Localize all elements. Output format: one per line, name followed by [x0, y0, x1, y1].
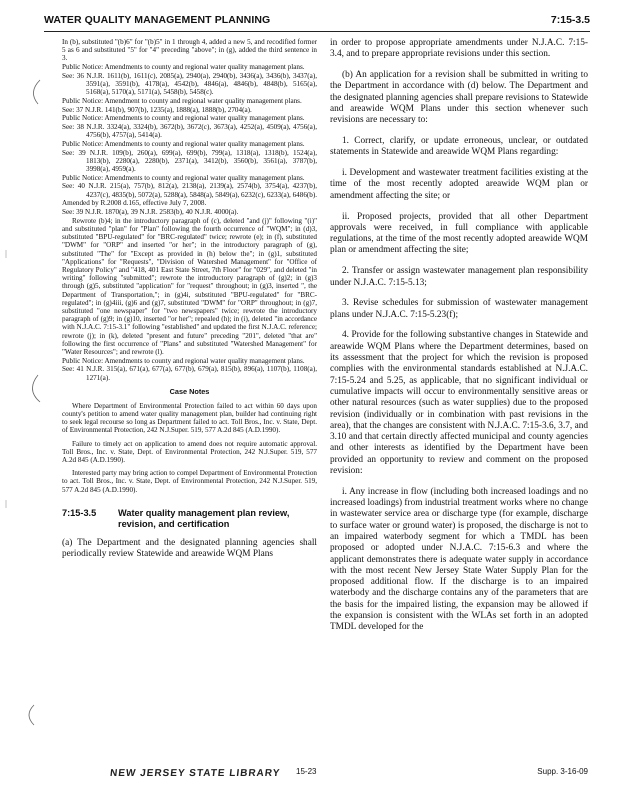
running-section-number: 7:15-3.5	[550, 14, 590, 26]
body-paragraph: (b) An application for a revision shall be submitted in writing to the Department in accordance with (d) below. The Department and the designated planning agencies shall prepare revisions to Statewide and areawide WQM Plans under this section whenever such revisions are necessary to:	[330, 70, 588, 126]
history-note: Public Notice: Amendments to county and regional water quality management plans.	[62, 139, 305, 148]
history-note: Public Notice: Amendment to county and regional water quality management plans.	[62, 96, 302, 105]
case-note: Failure to timely act on application to amend does not require automatic approval. Toll Bros., Inc. v. State, Dept. of Environmental Protection, 242 N.J.Super. 519, 577 A.2d 845 (A.D.1990).	[62, 439, 317, 465]
history-notes	[62, 38, 317, 494]
paragraph-a: (a) The Department and the designated planning agencies shall periodically review Statewide and areawide WQM Plans	[62, 537, 317, 560]
section-heading	[62, 508, 317, 530]
history-note: Public Notice: Amendments to county and regional water quality management plans.	[62, 63, 305, 72]
body-paragraph: 1. Correct, clarify, or update erroneous, unclear, or outdated statements in Statewide and areawide WQM Plans regarding:	[330, 136, 588, 158]
case-note: Interested party may bring action to compel Department of Environmental Protection to act. Toll Bros., Inc. v. State, Dept. of Environmental Protection, 242 N.J.Super. 519, 577 A.2d 845 (A.D.1990).	[62, 469, 317, 494]
history-note: See: 39 N.J.R. 1870(a), 39 N.J.R. 2583(b), 40 N.J.R. 4000(a).	[62, 208, 239, 217]
history-note: See: 37 N.J.R. 141(b), 907(b), 1235(a), 1888(a), 1888(b), 2704(a).	[62, 105, 252, 114]
body-paragraph: 2. Transfer or assign wastewater management plan responsibility under N.J.A.C. 7:15-5.13;	[330, 266, 588, 288]
history-note: Public Notice: Amendments to county and regional water quality management plans.	[62, 173, 305, 182]
history-note: See: 39 N.J.R. 109(b), 260(a), 699(a), 699(b), 799(a), 1318(a), 1318(b), 1524(a), 1813(b), 2280(a), 2280(b), 2371(a), 3412(b), 3560(b), 3561(a), 3787(b), 3998(a), 4959(a).	[62, 148, 317, 174]
header-rule	[44, 31, 590, 32]
body-paragraph: 3. Revise schedules for submission of wastewater management plans under N.J.A.C. 7:15-5.23(f);	[330, 298, 588, 320]
history-note: See: 41 N.J.R. 315(a), 671(a), 677(a), 677(b), 679(a), 815(b), 896(a), 1107(b), 1108(a), 1271(a).	[62, 365, 317, 382]
history-note: See: 40 N.J.R. 215(a), 757(b), 812(a), 2138(a), 2139(a), 2574(b), 3754(a), 4237(b), 4237(c), 4835(b), 5072(a), 5288(a), 5848(a), 5849(a), 6232(c), 6233(a), 6486(b).	[62, 182, 317, 199]
body-paragraph: i. Development and wastewater treatment facilities existing at the time of the most recently adopted areawide WQM plan or amendment affecting the site; or	[330, 168, 588, 201]
history-note: Public Notice: Amendments to county and regional water quality management plans.	[62, 356, 305, 365]
running-title: WATER QUALITY MANAGEMENT PLANNING	[44, 14, 271, 26]
left-column	[62, 38, 317, 756]
margin-pencil-marks	[0, 0, 60, 800]
right-column	[330, 38, 588, 756]
history-note: Public Notice: Amendments to county and regional water quality management plans.	[62, 114, 305, 123]
case-notes-heading: Case Notes	[169, 386, 210, 396]
running-header	[44, 14, 590, 30]
section-title: Water quality management plan review, revision, and certification	[118, 507, 290, 529]
page-number: 15-23	[296, 767, 317, 776]
body-paragraph: in order to propose appropriate amendments under N.J.A.C. 7:15-3.4, and to prepare appropriate revisions under this section.	[330, 38, 588, 60]
body-paragraph: 4. Provide for the following substantive changes in Statewide and areawide WQM Plans where the Department determines, based on its assessment that the project for which the revision is proposed complies with the environmental standards established at N.J.A.C. 7:15-5.24 and 5.25, as applicable, that no significant individual or cumulative impacts will occur to environmentally sensitive areas or other natural resources (such as water supplies) due to the proposed revision (individually or in combination with past revisions in the area), that the changes are consistent with N.J.A.C. 7:15-3.6, 3.7, and 3.10 and that certain directly affected municipal and county agencies and other interests as identified by the Department have been provided an opportunity to review and comment on the proposed revision:	[330, 330, 588, 476]
body-paragraph: i. Any increase in flow (including both increased loadings and no increased loadings) from industrial treatment works where no change in wastewater service area or discharge type (for example, discharge to surface water or ground water) is proposed, the discharge is not to an impaired waterbody segment for which a TMDL has been proposed or adopted under N.J.A.C. 7:15-6.3 and where the applicant demonstrates there is adequate water supply in accordance with the most recent New Jersey State Water Supply Plan for the proposed additional flow. If the discharge is to an impaired waterbody and the discharge contains any of the parameters that are the basis for the impaired listing, the expansion may be allowed if the expansion is consistent with the WLAs set forth in an adopted TMDL developed for the	[330, 486, 588, 633]
library-stamp: NEW JERSEY STATE LIBRARY	[109, 768, 281, 779]
history-note: Amended by R.2008 d.165, effective July 7, 2008.	[62, 199, 207, 208]
history-note: Rewrote (b)4; in the introductory paragraph of (c), deleted "and (j)" following "(i)" and substituted "plan" for "Plan" following the fourth occurrence of "WQM"; in (d)3, substituted "BPU-regulated" for "BRC-regulated" twice; rewrote (e); in (f), substituted "DWM" for "ORP" and inserted "or her"; in the introductory paragraph of (g), substituted "The" for "Except as provided in (h) below the"; in (g)1, substituted "Applications" for "Requests", "Division of Watershed Management" for "Office of Regulatory Policy" and "418, 401 East State Street, 7th Floor" for "029", and deleted "in writing" following "submitted"; rewrote the introductory paragraph of (g)2; in (g)3 through (g)5, substituted "application" for "request" throughout; in (g)3, inserted ", the Department of Transportation,"; in (g)4i, substituted "BPU-regulated" for "BRC-regulated"; in (g)4iii, (g)6 and (g)7, substituted "DWM" for "ORP" throughout; in (g)7, substituted "one newspaper" for "two newspapers" twice; rewrote the introductory paragraph of (g)9; in (g)10, inserted "or her"; repealed (h); in (i), deleted "in accordance with N.J.A.C. 7:15-3.1" following "established" and updated the first N.J.A.C. reference; rewrote (j); in (k), deleted "present and future" preceding "201", deleted "that are" following the first occurrence of "Plans" and substituted "Watershed Management" for "Water Resources"; and rewrote (l).	[62, 216, 317, 357]
section-number: 7:15-3.5	[62, 507, 97, 518]
history-note: See: 38 N.J.R. 3324(a), 3324(b), 3672(b), 3672(c), 3673(a), 4252(a), 4509(a), 4756(a), 4756(b), 4757(a), 5414(a).	[62, 123, 317, 140]
case-note: Where Department of Environmental Protection failed to act within 60 days upon county's petition to amend water quality management plan, builder had continuing right to seek legal recourse so long as Department failed to act. Toll Bros., Inc. v. State, Dept. of Environmental Protection, 242 N.J.Super. 519, 577 A.2d 845 (A.D.1990).	[62, 401, 317, 435]
supplement-date: Supp. 3-16-09	[537, 767, 588, 776]
history-note: See: 36 N.J.R. 1611(b), 1611(c), 2085(a), 2940(a), 2940(b), 3436(a), 3436(b), 3437(a), 3591(a), 3591(b), 4178(a), 4542(b), 4846(a), 4846(b), 4848(b), 5165(a), 5168(a), 5170(a), 5171(a), 5458(b), 5458(c).	[62, 71, 317, 97]
body-paragraph: ii. Proposed projects, provided that all other Department approvals were received, in full compliance with applicable regulations, at the time of the most recently adopted areawide WQM plan or amendment affecting the site;	[330, 211, 588, 256]
history-note: In (b), substituted "(b)6" for "(b)5" in 1 through 4, added a new 5, and recodified former 5 as 6 and substituted "5" for "4" preceding "above"; in (g), added the third sentence in 3.	[62, 38, 317, 63]
